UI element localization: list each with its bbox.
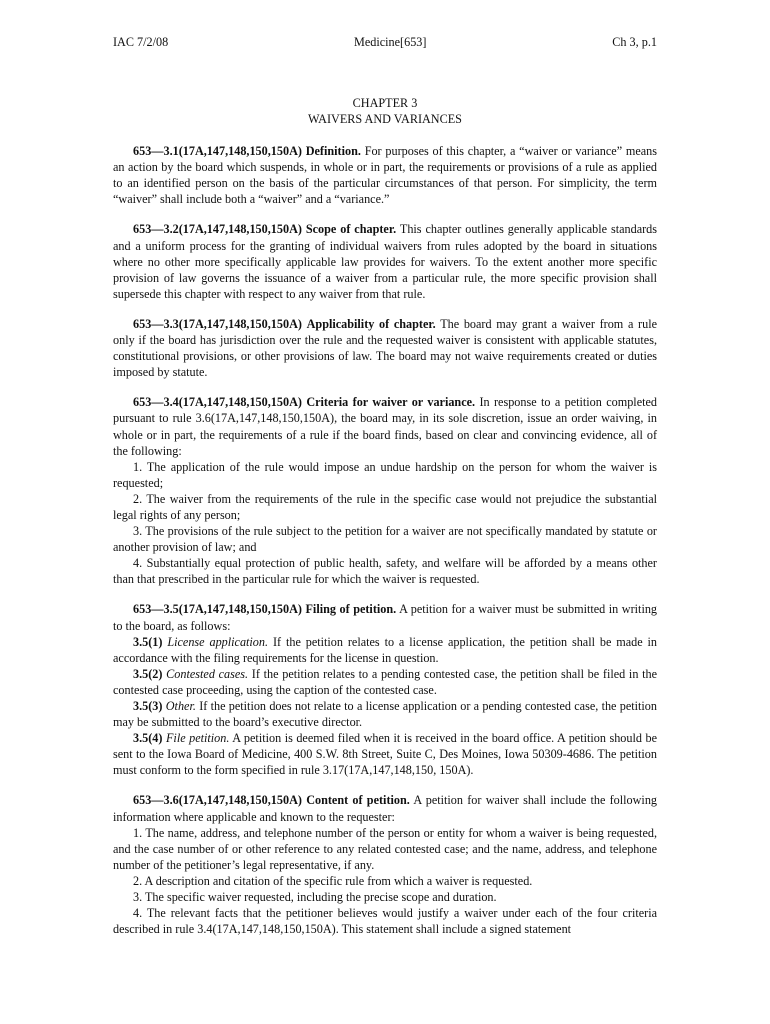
subrule-title: File petition. [165, 731, 230, 746]
rule-text: For purposes of this chapter, a “waiver or variance” means an action by the board which suspends, in whole or in part, the requirements or provisions of a rule as applied to an identified person on the basis of the particular circumstances of that person. For simplicity, the term “waiver” shall include both a “waiver” and a “variance.” [113, 144, 658, 207]
subrule-number: 3.5(4) [133, 731, 163, 746]
chapter-name: WAIVERS AND VARIANCES [308, 112, 462, 127]
list-item: 4. The relevant facts that the petitioner believes would justify a waiver under each of the four criteria described in rule 3.4(17A,147,148,150,150A). This statement shall include a signed statement [113, 906, 657, 937]
list-item: 1. The application of the rule would impose an undue hardship on the person for whom the waiver is requested; [113, 459, 657, 490]
rule-number: 653—3.3(17A,147,148,150,150A) [133, 316, 302, 331]
rule-3-4 [113, 394, 657, 587]
rule-3-3 [113, 316, 657, 380]
rule-text: The board may grant a waiver from a rule only if the board has jurisdiction over the rule and the requested waiver is consistent with applicable statutes, constitutional provisions, or other provisions of law. The board may not waive requirements created or duties imposed by statute. [113, 316, 657, 380]
rule-number: 653—3.2(17A,147,148,150,150A) [133, 222, 302, 237]
subrule-text: If the petition relates to a pending contested case, the petition shall be filed in the contested case proceeding, using the caption of the contested case. [113, 666, 658, 697]
rule-number: 653—3.1(17A,147,148,150,150A) [133, 144, 302, 159]
subrule-text: A petition is deemed filed when it is received in the board office. A petition should be sent to the Iowa Board of Medicine, 400 S.W. 8th Street, Suite C, Des Moines, Iowa 50309-4686. The petition must conform to the form specified in rule 3.17(17A,147,148,150, 150A). [113, 731, 657, 778]
subrule-text: If the petition relates to a license application, the petition shall be made in accordance with the filing requirements for the license in question. [113, 634, 658, 665]
header-title: Medicine[653] [354, 35, 427, 49]
rule-3-2 [113, 221, 657, 301]
rule-number: 653—3.5(17A,147,148,150,150A) [133, 602, 302, 617]
subrule-title: Other. [165, 699, 196, 713]
rule-number: 653—3.6(17A,147,148,150,150A) [133, 793, 302, 808]
chapter-title [113, 95, 657, 127]
rule-heading: Criteria for waiver or variance. [306, 395, 476, 410]
rule-heading: Filing of petition. [305, 602, 397, 617]
list-item: 2. The waiver from the requirements of the rule in the specific case would not prejudice the substantial legal rights of any person; [113, 491, 657, 522]
list-item: 4. Substantially equal protection of public health, safety, and welfare will be afforded by a means other than that prescribed in the particular rule for which the waiver is requested. [113, 556, 657, 587]
subrule-number: 3.5(3) [133, 699, 163, 713]
rule-3-6 [113, 792, 657, 937]
rule-heading: Content of petition. [306, 793, 410, 808]
rule-text: This chapter outlines generally applicable standards and a uniform process for the granting of individual waivers from rules adopted by the board in situations where no other more specifically applicable law provides for waivers. To the extent another more specific provision of law governs the issuance of a waiver from a particular rule, the more specific provision shall supersede this chapter with respect to any waiver from that rule. [113, 222, 657, 301]
list-item: 1. The name, address, and telephone number of the person or entity for whom a waiver is being requested, and the case number of or other reference to any related contested case; and the name, address, and telephone number of the petitioner’s legal representative, if any. [113, 825, 657, 872]
subrule-text: If the petition does not relate to a license application or a pending contested case, the petition may be submitted to the board’s executive director. [113, 699, 657, 730]
subrule-title: Contested cases. [166, 666, 249, 681]
subrule-3-5-2 [113, 666, 657, 698]
rule-3-5 [113, 601, 657, 778]
list-item: 2. A description and citation of the specific rule from which a waiver is requested. [133, 873, 533, 888]
rule-heading: Scope of chapter. [305, 222, 397, 237]
rule-text: A petition for waiver shall include the following information where applicable and known to the requester: [113, 793, 658, 824]
running-header [113, 34, 657, 50]
header-page: Ch 3, p.1 [612, 35, 657, 49]
rule-number: 653—3.4(17A,147,148,150,150A) [133, 395, 302, 410]
rule-heading: Applicability of chapter. [306, 316, 436, 331]
subrule-3-5-1 [113, 634, 657, 666]
subrule-number: 3.5(2) [133, 666, 163, 681]
header-date: IAC 7/2/08 [113, 35, 169, 49]
rule-text: A petition for a waiver must be submitted in writing to the board, as follows: [113, 602, 658, 633]
chapter-number: CHAPTER 3 [352, 96, 418, 111]
rule-text: In response to a petition completed pursuant to rule 3.6(17A,147,148,150,150A), the board may, in its sole discretion, issue an order waiving, in whole or in part, the requirements of a rule if the board finds, based on clear and convincing evidence, all of the following: [113, 395, 657, 458]
subrule-title: License application. [167, 634, 269, 649]
rule-heading: Definition. [305, 144, 361, 159]
subrule-number: 3.5(1) [133, 634, 163, 649]
rule-3-1 [113, 143, 657, 207]
subrule-3-5-4 [113, 730, 657, 778]
list-item: 3. The provisions of the rule subject to the petition for a waiver are not specifically mandated by statute or another provision of law; and [113, 524, 657, 555]
subrule-3-5-3 [113, 698, 657, 730]
list-item: 3. The specific waiver requested, including the precise scope and duration. [133, 890, 497, 905]
